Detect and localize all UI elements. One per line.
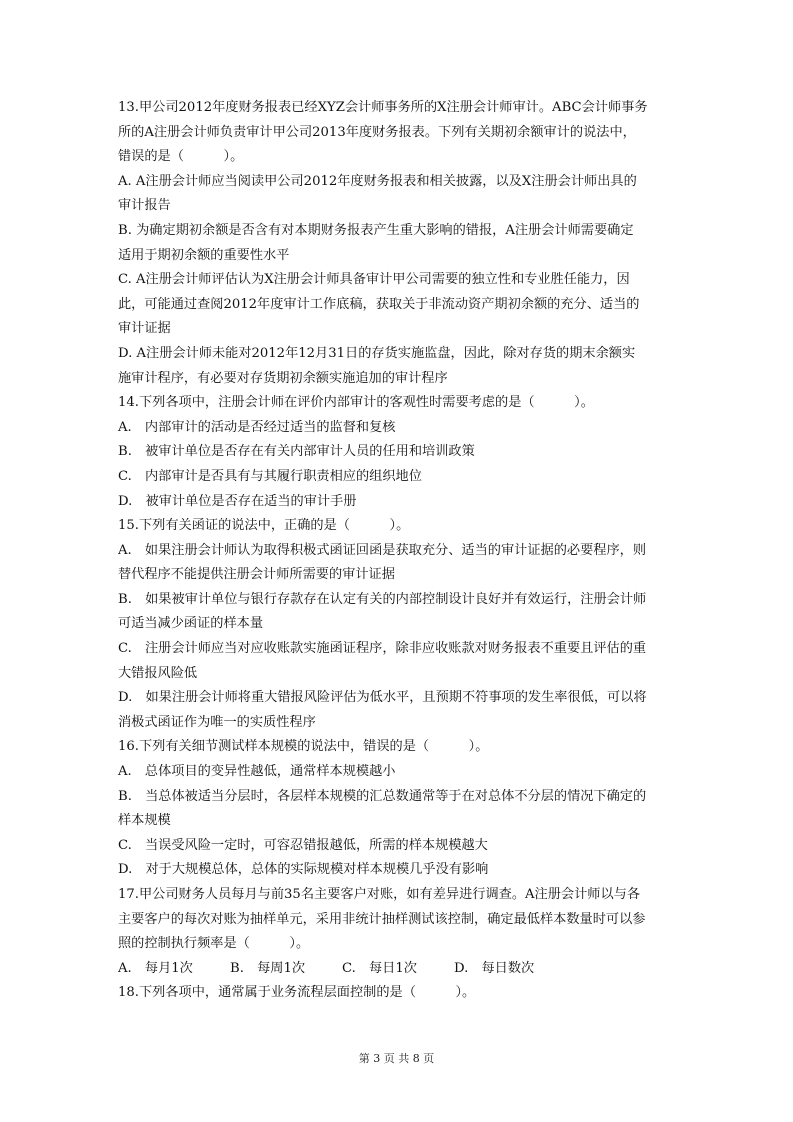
option-a: A. 每月1次 <box>118 960 193 976</box>
question-stem: 14.下列各项中，注册会计师在评价内部审计的客观性时需要考虑的是（ ）。 <box>118 395 594 411</box>
option-a: 替代程序不能提供注册会计师所需要的审计证据 <box>118 567 395 583</box>
question-16 <box>118 735 678 883</box>
option-c: C. A注册会计师评估认为X注册会计师具备审计甲公司需要的独立性和专业胜任能力，因 <box>118 272 630 288</box>
question-stem: 17.甲公司财务人员每月与前35名主要客户对账，如有差异进行调查。A注册会计师以与各 <box>118 887 641 902</box>
option-b: B. 被审计单位是否存在有关内部审计人员的任用和培训政策 <box>118 444 475 460</box>
option-d: D. A注册会计师未能对2012年12月31日的存货实施监盘，因此，除对存货的期末余额实 <box>118 345 636 361</box>
option-b: B. 如果被审计单位与银行存款存在认定有关的内部控制设计良好并有效运行，注册会计师 <box>118 591 647 607</box>
option-b: B. 当总体被适当分层时，各层样本规模的汇总数通常等于在对总体不分层的情况下确定的 <box>118 788 647 804</box>
option-c: 审计证据 <box>118 321 171 337</box>
option-a: A. 总体项目的变异性越低，通常样本规模越小 <box>118 764 396 780</box>
option-d: 消极式函证作为唯一的实质性程序 <box>118 714 316 730</box>
option-a: A. 如果注册会计师认为取得积极式函证回函是获取充分、适当的审计证据的必要程序，则 <box>118 542 647 558</box>
option-c: C. 内部审计是否具有与其履行职责相应的组织地位 <box>118 468 422 484</box>
exam-page-content <box>118 96 678 1006</box>
question-17 <box>118 883 678 981</box>
question-18 <box>118 981 678 1006</box>
option-d: D. 对于大规模总体，总体的实际规模对样本规模几乎没有影响 <box>118 862 489 878</box>
question-stem: 照的控制执行频率是（ ）。 <box>118 936 310 952</box>
options-row <box>118 957 678 982</box>
option-d: D. 每日数次 <box>454 960 535 976</box>
question-stem: 所的A注册会计师负责审计甲公司2013年度财务报表。下列有关期初余额审计的说法中， <box>118 124 636 140</box>
question-13 <box>118 96 678 391</box>
question-15 <box>118 514 678 735</box>
page-number-footer: 第 3 页 共 8 页 <box>358 1052 435 1065</box>
question-14 <box>118 391 678 514</box>
question-stem: 18.下列各项中，通常属于业务流程层面控制的是（ ）。 <box>118 985 476 1001</box>
option-c: C. 注册会计师应当对应收账款实施函证程序，除非应收账款对财务报表不重要且评估的重 <box>118 641 647 657</box>
question-stem: 15.下列有关函证的说法中，正确的是（ ）。 <box>118 518 410 534</box>
option-a: A. A注册会计师应当阅读甲公司2012年度财务报表和相关披露，以及X注册会计师出具的 <box>118 173 637 189</box>
option-d: 施审计程序，有必要对存货期初余额实施追加的审计程序 <box>118 370 448 386</box>
option-c: 此，可能通过查阅2012年度审计工作底稿，获取关于非流动资产期初余额的充分、适当的 <box>118 296 640 312</box>
option-d: D. 如果注册会计师将重大错报风险评估为低水平，且预期不符事项的发生率很低，可以将 <box>118 690 647 706</box>
question-stem: 16.下列有关细节测试样本规模的说法中，错误的是（ ）。 <box>118 739 489 755</box>
question-stem: 主要客户的每次对账为抽样单元，采用非统计抽样测试该控制，确定最低样本数量时可以参 <box>118 911 646 927</box>
option-a: A. 内部审计的活动是否经过适当的监督和复核 <box>118 419 396 435</box>
option-c: C. 每日1次 <box>342 960 417 976</box>
option-b: 样本规模 <box>118 813 171 829</box>
option-b: 可适当减少函证的样本量 <box>118 616 264 632</box>
question-stem: 错误的是（ ）。 <box>118 149 244 165</box>
option-b: B. 为确定期初余额是否含有对本期财务报表产生重大影响的错报，A注册会计师需要确定 <box>118 222 634 238</box>
option-b: B. 每周1次 <box>230 960 306 976</box>
option-a: 审计报告 <box>118 198 171 214</box>
option-d: D. 被审计单位是否存在适当的审计手册 <box>118 493 357 509</box>
question-stem: 13.甲公司2012年度财务报表已经XYZ会计师事务所的X注册会计师审计。ABC会计师事务 <box>118 100 648 115</box>
option-b: 适用于期初余额的重要性水平 <box>118 247 290 263</box>
option-c: C. 当误受风险一定时，可容忍错报越低，所需的样本规模越大 <box>118 837 488 853</box>
option-c: 大错报风险低 <box>118 665 198 681</box>
